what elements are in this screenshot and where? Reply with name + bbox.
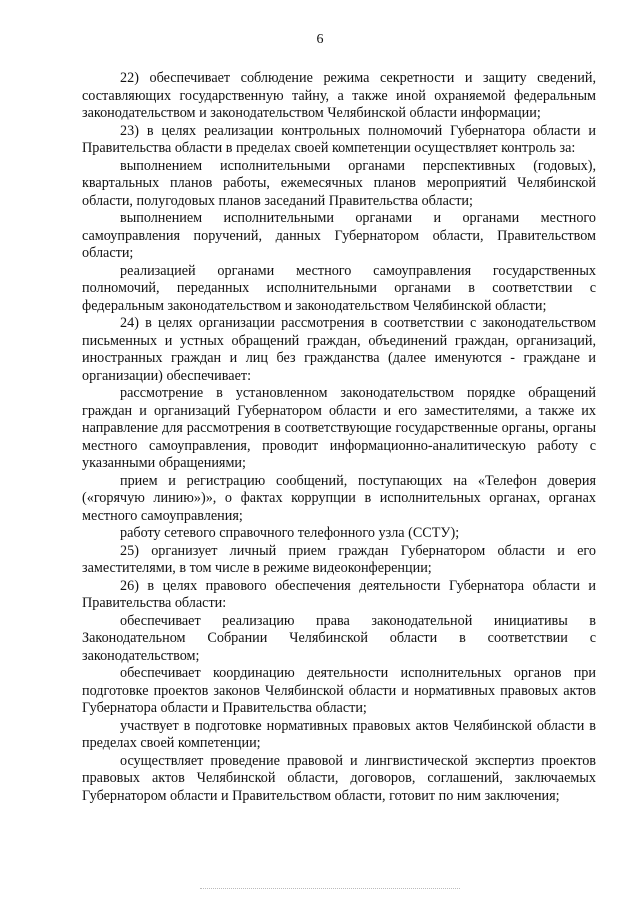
paragraph-item-24: 24) в целях организации рассмотрения в соответствии с законодательством письменных и устных обращений граждан, объединений граждан, организаций, иностранных граждан и лиц без гражданства (далее именуются - граждане и организации) обеспечивает: (82, 315, 596, 384)
footer-divider (200, 888, 460, 889)
paragraph-item-22: 22) обеспечивает соблюдение режима секретности и защиту сведений, составляющих государственную тайну, а также иной охраняемой федеральным законодательством и законодательством Челябинской области информации; (82, 70, 596, 122)
page-number: 6 (316, 32, 324, 47)
paragraph-appeals-review: рассмотрение в установленном законодательством порядке обращений граждан и организаций Губернатором области и его заместителями, а также их направление для рассмотрения в соответствующие государственные органы, органы местного самоуправления, проводит информационно-аналитическую работу с указанными обращениями; (82, 385, 596, 472)
document-body (82, 70, 596, 805)
paragraph-item-26: 26) в целях правового обеспечения деятельности Губернатора области и Правительства области: (82, 577, 596, 612)
paragraph-legislative-initiative: обеспечивает реализацию права законодательной инициативы в Законодательном Собрании Челябинской области в соответствии с законодательством; (82, 612, 596, 664)
paragraph-coordination: обеспечивает координацию деятельности исполнительных органов при подготовке проектов законов Челябинской области и нормативных правовых актов Губернатора области и Правительства области; (82, 665, 596, 717)
paragraph-hotline: прием и регистрацию сообщений, поступающих на «Телефон доверия («горячую линию»)», о фактах коррупции в исполнительных органах, органах местного самоуправления; (82, 472, 596, 524)
paragraph-participation: участвует в подготовке нормативных правовых актов Челябинской области в пределах своей компетенции; (82, 717, 596, 752)
paragraph-expertise: осуществляет проведение правовой и лингвистической экспертиз проектов правовых актов Челябинской области, договоров, соглашений, заключаемых Губернатором области и Правительством области, готовит по ним заключения; (82, 752, 596, 804)
paragraph-control-orders: выполнением исполнительными органами и органами местного самоуправления поручений, данных Губернатором области, Правительством области; (82, 210, 596, 262)
paragraph-control-powers: реализацией органами местного самоуправления государственных полномочий, переданных исполнительными органами в соответствии с федеральным законодательством и законодательством Челябинской области; (82, 262, 596, 314)
paragraph-control-plans: выполнением исполнительными органами перспективных (годовых), квартальных планов работы, ежемесячных планов мероприятий Челябинской области, полугодовых планов заседаний Правительства области; (82, 157, 596, 209)
paragraph-sstu: работу сетевого справочного телефонного узла (ССТУ); (120, 525, 460, 542)
paragraph-item-23: 23) в целях реализации контрольных полномочий Губернатора области и Правительства области в пределах своей компетенции осуществляет контроль за: (82, 122, 596, 157)
paragraph-item-25: 25) организует личный прием граждан Губернатором области и его заместителями, в том числе в режиме видеоконференции; (82, 542, 596, 577)
